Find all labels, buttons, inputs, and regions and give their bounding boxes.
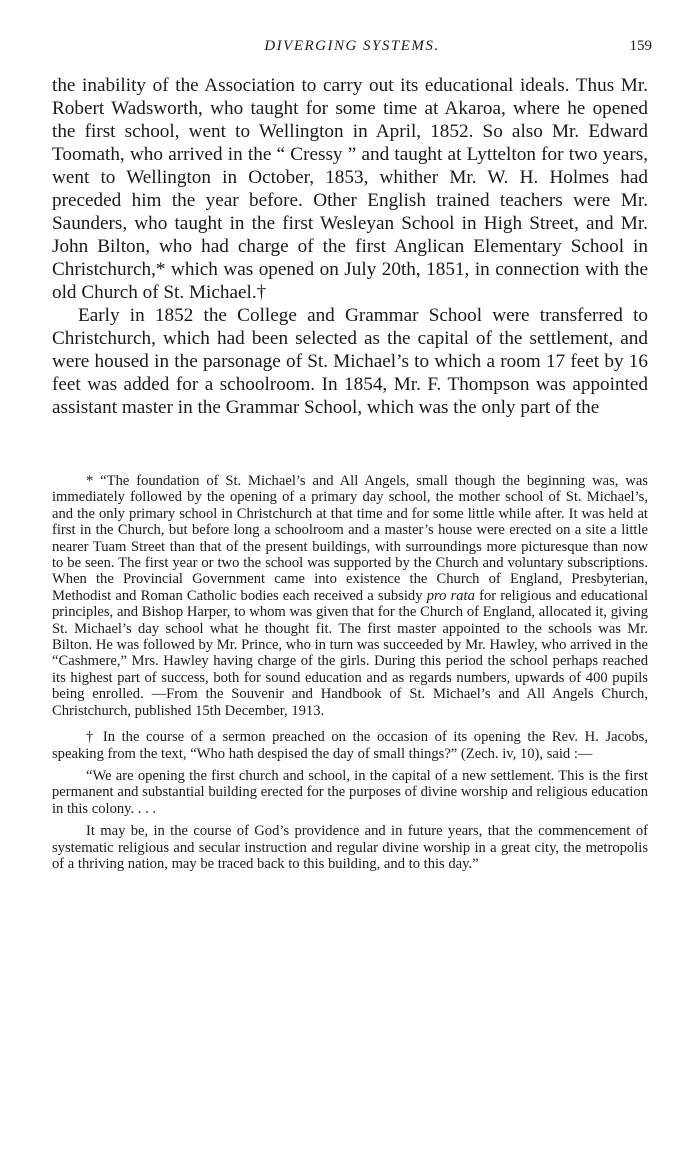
footnote-star — [52, 473, 648, 719]
page-number: 159 — [629, 38, 652, 54]
page-header — [52, 38, 652, 60]
footnote-quote: It may be, in the course of God’s providence and in future years, that the commencement of systematic religious and secular instruction and regular divine worship in a great city, the metropolis of a thriving nation, may be traced back to this building, and to this day.” — [52, 823, 648, 872]
footnote-quote: “We are opening the first church and school, in the capital of a new settlement. This is the first permanent and substantial building erected for the purposes of divine worship and religious education in this colony. . . . — [52, 767, 648, 817]
main-text — [52, 74, 648, 419]
footnote-star-italic: pro rata — [426, 587, 475, 604]
footnote-star-text-end: for religious and educational principles, and Bishop Harper, to whom was given that for the Church of England, allocated it, giving St. Michael’s day school what he thought fit. The first master appointed to the schools was Mr. Bilton. He was followed by Mr. Prince, who in turn was succeeded by Mr. Hawley, who arrived in the “Cashmere,” Mrs. Hawley having charge of the girls. During this period the school perhaps reached its highest part of success, both for sound education and as regards numbers, upwards of 400 pupils being enrolled. —From the Souvenir and Handbook of St. Michael’s and All Angels Church, Christchurch, published 15th December, 1913. — [52, 587, 649, 719]
footnote-dagger: † In the course of a sermon preached on the occasion of its opening the Rev. H. Jacobs, speaking from the text, “Who hath despised the day of small things?” (Zech. iv, 10), said :— — [52, 729, 648, 762]
footnote-star-text: * “The foundation of St. Michael’s and All Angels, small though the beginning was, was immediately followed by the opening of a primary day school, the mother school of St. Michael’s, and the only primary school in Christchurch at that time and for some little while after. It was held at first in the Church, but before long a schoolroom and a master’s house were erected on a site a little nearer Tuam Street than that of the present buildings, with surroundings more picturesque than now to be seen. The first year or two the school was supported by the Church and voluntary subscriptions. When the Provincial Government came into existence the Church of England, Presbyterian, Methodist and Roman Catholic bodies each received a subsidy — [52, 473, 648, 604]
body-paragraph: Early in 1852 the College and Grammar School were transferred to Christchurch, which had been selected as the capital of the settlement, and were housed in the parsonage of St. Michael’s to which a room 17 feet by 16 feet was added for a schoolroom. In 1854, Mr. F. Thompson was appointed assistant master in the Grammar School, which was the only part of the — [52, 305, 648, 418]
footnotes — [52, 473, 648, 872]
running-head: DIVERGING SYSTEMS. — [264, 38, 440, 54]
body-paragraph: the inability of the Association to carry out its educational ideals. Thus Mr. Robert Wadsworth, who taught for some time at Akaroa, where he opened the first school, went to Wellington in April, 1852. So also Mr. Edward Toomath, who arrived in the “ Cressy ” and taught at Lyttelton for two years, went to Wellington in October, 1853, whither Mr. W. H. Holmes had preceded him the year before. Other English trained teachers were Mr. Saunders, who taught in the first Wesleyan School in High Street, and Mr. John Bilton, who had charge of the first Anglican Elementary School in Christchurch,* which was opened on July 20th, 1851, in connection with the old Church of St. Michael.† — [52, 75, 648, 303]
